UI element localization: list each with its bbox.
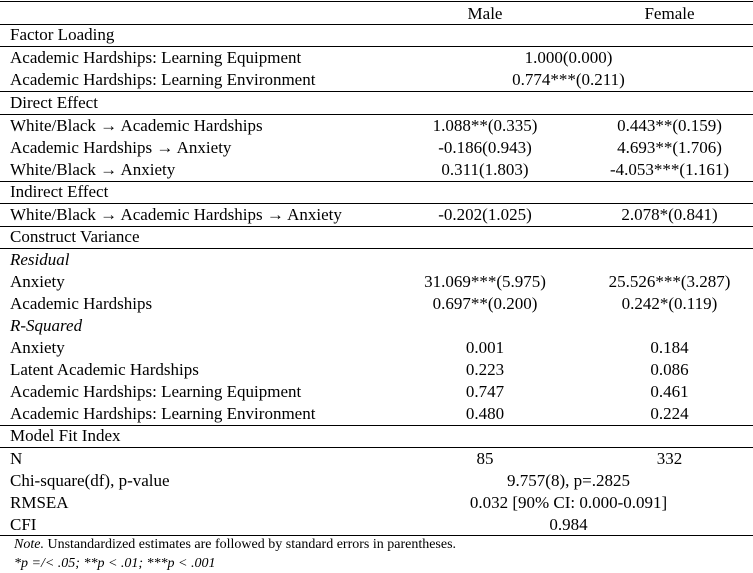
note-prefix: Note. xyxy=(14,537,44,552)
male-column-header: Male xyxy=(467,4,503,23)
female-column-header: Female xyxy=(644,4,695,23)
note-text: Unstandardized estimates are followed by standard errors in parentheses. xyxy=(43,537,457,552)
significance-note: *p =/< .05; **p < .01; ***p < .001 xyxy=(14,556,216,571)
table-note xyxy=(14,536,456,554)
